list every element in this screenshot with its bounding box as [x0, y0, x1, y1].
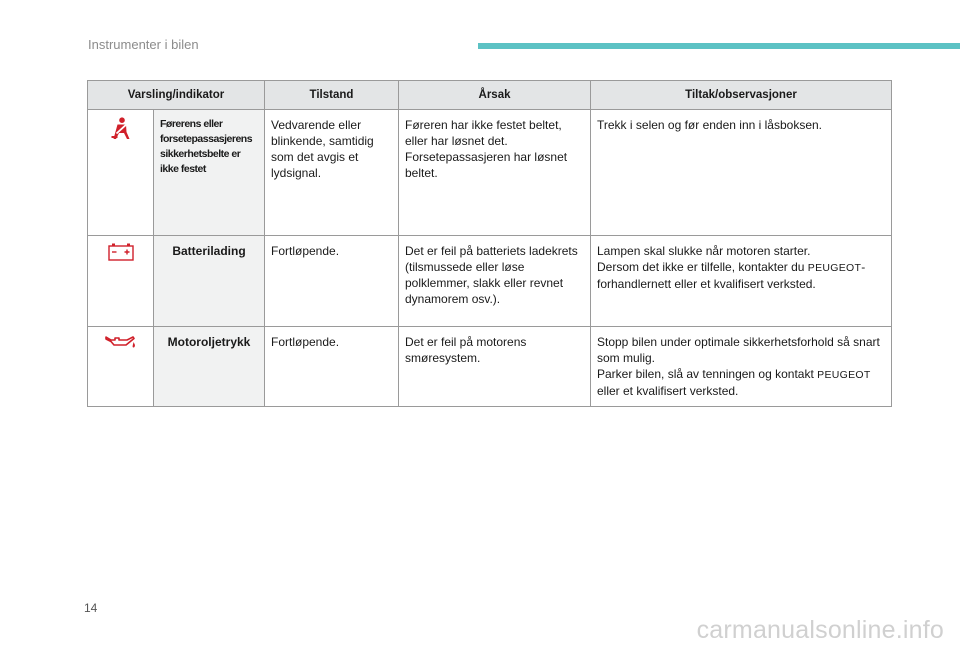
action-text-line3: -forhandlernett eller et kvalifisert verksted. [597, 260, 866, 291]
table-row [88, 110, 892, 236]
column-header-cause: Årsak [399, 81, 591, 110]
state-cell: Vedvarende eller blinkende, samtidig som det avgis et lydsignal. [265, 110, 399, 236]
section-accent-bar [478, 43, 960, 49]
action-text-line1: Lampen skal slukke når motoren starter. [597, 244, 811, 258]
cause-cell: Det er feil på motorens smøresystem. [399, 327, 591, 407]
icon-cell [88, 236, 154, 327]
brand-name: PEUGEOT [817, 369, 871, 381]
action-text-line2: Dersom det ikke er tilfelle, kontakter du [597, 260, 805, 274]
action-cell [591, 110, 892, 236]
table-row [88, 327, 892, 407]
indicator-label: Batterilading [154, 236, 265, 327]
indicator-label: Førerens eller forsetepassasjerens sikkerhetsbelte er ikke festet [154, 110, 265, 236]
column-header-action: Tiltak/observasjoner [591, 81, 892, 110]
oil-pressure-icon [105, 334, 137, 356]
table-header-row [88, 81, 892, 110]
indicator-label: Motoroljetrykk [154, 327, 265, 407]
cause-cell: Føreren har ikke festet beltet, eller har løsnet det. Forsetepassasjeren har løsnet beltet. [399, 110, 591, 236]
brand-name: PEUGEOT [807, 262, 862, 274]
watermark-text: carmanualsonline.info [696, 616, 944, 644]
table-row [88, 236, 892, 327]
column-header-indicator: Varsling/indikator [88, 81, 265, 110]
column-header-state: Tilstand [265, 81, 399, 110]
action-text-line1: Stopp bilen under optimale sikkerhetsforhold så snart som mulig. [597, 335, 880, 365]
battery-charge-icon [108, 243, 134, 265]
icon-cell [88, 110, 154, 236]
action-text-line3: eller et kvalifisert verksted. [597, 384, 739, 398]
state-cell: Fortløpende. [265, 327, 399, 407]
warning-table [87, 80, 892, 407]
action-cell [591, 236, 892, 327]
state-cell: Fortløpende. [265, 236, 399, 327]
action-cell [591, 327, 892, 407]
section-title: Instrumenter i bilen [88, 37, 199, 52]
action-text-line2: Parker bilen, slå av tenningen og kontakt [597, 367, 814, 381]
icon-cell [88, 327, 154, 407]
page-number: 14 [84, 601, 98, 615]
action-text: Trekk i selen og før enden inn i låsboksen. [597, 118, 823, 132]
seatbelt-warning-icon [110, 117, 132, 145]
cause-cell: Det er feil på batteriets ladekrets (tilsmussede eller løse polklemmer, slakk eller revnet dynamorem osv.). [399, 236, 591, 327]
